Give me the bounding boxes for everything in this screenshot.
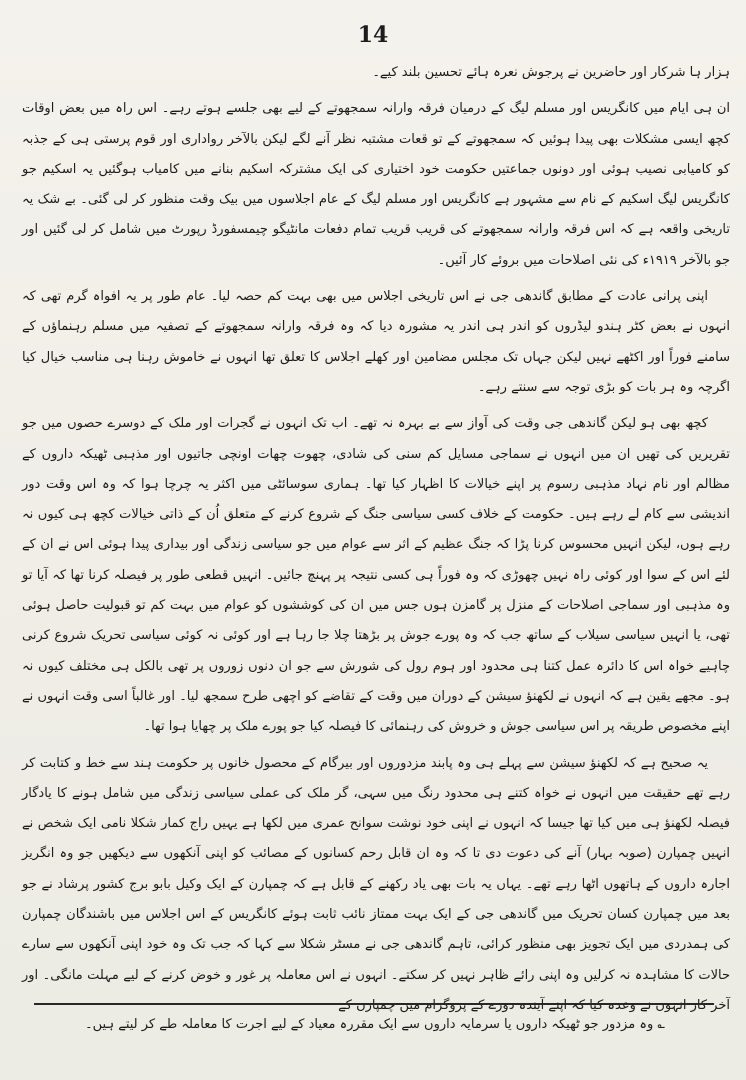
page-number: 14: [357, 22, 389, 48]
footnote-divider: [34, 1003, 714, 1005]
paragraph-1: ہزار ہا شرکار اور حاضرین نے پرجوش نعرہ ہائے تحسین بلند کیے۔: [372, 65, 730, 80]
footnote: ؎ وہ مزدور جو ٹھیکہ داروں یا سرمایہ داروں سے ایک مقررہ معیاد کے لیے اجرت کا معاملہ طے کر لیتے ہیں۔: [85, 1017, 665, 1032]
paragraph-5: یہ صحیح ہے کہ لکھنؤ سیشن سے پہلے ہی وہ پابند مزدوروں اور بیرگام کے محصول خانوں پر حکومت ہند سے خط و کتابت کر رہے تھے حقیقت میں انہوں نے خواہ کتنے ہی محدود رنگ میں سہی، گر ملک کی عملی سیاسی زندگی میں شامل ہونے کا یادگار فیصلہ لکھنؤ ہی میں کیا تھا جیسا کہ انہوں نے اپنی خود نوشت سوانح عمری میں لکھا ہے یہیں راج کمار شکلا نامی ایک شخص نے انہیں چمپارن (صوبہ بہار) آنے کی دعوت دی تا کہ وہ ان قابل رحم کسانوں کے مصائب کو اپنی آنکھوں سے دیکھیں جو وہ انگریز اجارہ داروں کے ہاتھوں اٹھا رہے تھے۔ یہاں یہ بات بھی یاد رکھنے کے قابل ہے کہ چمپارن کے ایک وکیل بابو برج کشور پرشاد نے جو بعد میں چمپارن کسان تحریک میں گاندھی جی کے ایک بہت ممتاز نائب ثابت ہوئے کانگریس کے اس اجلاس میں باشندگان چمپارن کی ہمدردی میں ایک تجویز بھی منظور کرائی، تاہم گاندھی جی نے مسٹر شکلا سے کہا کہ جب تک وہ خود اپنی آنکھوں سے سارے حالات کا مشاہدہ نہ کرلیں وہ اپنی رائے ظاہر نہیں کر سکتے۔ انہوں نے اس معاملہ پر غور و خوض کرنے کے لیے مہلت مانگی۔ اور آخر کار انہوں نے وعدہ کیا کہ اپنے آیندہ دورے کے پروگرام میں چمپارن کے: [22, 755, 730, 1013]
paragraph-2: ان ہی ایام میں کانگریس اور مسلم لیگ کے درمیان فرقہ وارانہ سمجھوتے کے لیے بھی جلسے ہوتے رہے۔ اس راہ میں بعض اوقات کچھ ایسی مشکلات بھی پیدا ہوئیں کہ سمجھوتے کے تو قعات مشتبہ نظر آنے لگے لیکن بالآخر رواداری اور قوم پرستی ہی کے جذبہ کو کامیابی نصیب ہوئی اور دونوں جماعتیں حکومت خود اختیاری کی ایک مشترکہ اسکیم بنانے میں کامیاب ہوگئیں یہ اسکیم جو کانگریس لیگ اسکیم کے نام سے مشہور ہے کانگریس اور مسلم لیگ کے عام اجلاسوں میں بیک وقت منظور کر لی گئی۔ بے شک یہ تاریخی واقعہ ہے کہ اس فرقہ وارانہ سمجھوتے کی قریب قریب تمام دفعات مانٹیگو چیمسفورڈ رپورٹ میں شامل کر لی گئیں اور جو بالآخر ۱۹۱۹ء کی نئی اصلاحات میں بروئے کار آئیں۔: [22, 101, 730, 268]
paragraph-3: اپنی پرانی عادت کے مطابق گاندھی جی نے اس تاریخی اجلاس میں بھی بہت کم حصہ لیا۔ عام طور پر یہ افواہ گرم تھی کہ انہوں نے بعض کٹر ہندو لیڈروں کو اندر ہی اندر یہ مشورہ دیا کہ وہ فرقہ وارانہ سمجھوتے کے تصفیہ میں مسلم رہنماؤں کے سامنے فوراً اور اکٹھے نہیں لیکن جہاں تک مجلس مضامین اور کھلے اجلاس کا تعلق تھا انہوں نے خاموش رہنا ہی مناسب خیال کیا اگرچہ وہ ہر بات کو بڑی توجہ سے سنتے رہے۔: [22, 289, 730, 395]
body-text: [22, 58, 730, 1021]
paragraph-4: کچھ بھی ہو لیکن گاندھی جی وقت کی آواز سے بے بہرہ نہ تھے۔ اب تک انہوں نے گجرات اور ملک کے دوسرے حصوں میں جو تقریریں کی تھیں ان میں انہوں نے سماجی مسایل کم سنی کی شادی، چھوت چھات اونچی جاتیوں اور مذہبی ٹھیکہ داروں کے مظالم اور نام نہاد مذہبی رسوم پر اپنے خیالات کا اظہار کیا تھا۔ ہماری سوسائٹی میں اکثر یہ چرچا ہوا کہ وہ اس وقت دور اندیشی سے کام لے رہے ہیں۔ حکومت کے خلاف کسی سیاسی جنگ کے شروع کرنے کے متعلق اُن کے ذاتی خیالات کچھ ہی کیوں نہ رہے ہوں، لیکن انہیں محسوس کرنا پڑا کہ جنگ عظیم کے اثر سے عوام میں جو سیاسی زندگی اور بیداری پیدا ہوئی اس نے ان کے لئے اس کے سوا اور کوئی راہ نہیں چھوڑی کہ وہ فوراً ہی کسی نتیجہ پر پہنچ جائیں۔ انہیں قطعی طور پر فیصلہ کرنا تھا کہ آیا تو وہ مذہبی اور سماجی اصلاحات کے منزل پر گامزن ہوں جس میں ان کی کوششوں کو عوام میں بہت کم تو قبولیت حاصل ہوئی تھی، یا انہیں سیاسی سیلاب کے ساتھ جب کہ وہ پورے جوش پر بڑھتا چلا جا رہا ہے اور کوئی نہ کوئی سیاسی تحریک شروع کرنی چاہیے خواہ اس کا دائرہ عمل کتنا ہی محدود اور ہوم رول کی شورش سے جو ان دنوں زوروں پر تھی بالکل ہی مختلف کیوں نہ ہو۔ مجھے یقین ہے کہ انہوں نے لکھنؤ سیشن کے دوران میں وقت کے تقاضے کو اچھی طرح سمجھ لیا۔ اور غالباً اسی وقت انہوں نے اپنے مخصوص طریقہ پر اس سیاسی جوش و خروش کی رہنمائی کا فیصلہ کیا جو پورے ملک پر چھایا ہوا تھا۔: [22, 416, 730, 735]
